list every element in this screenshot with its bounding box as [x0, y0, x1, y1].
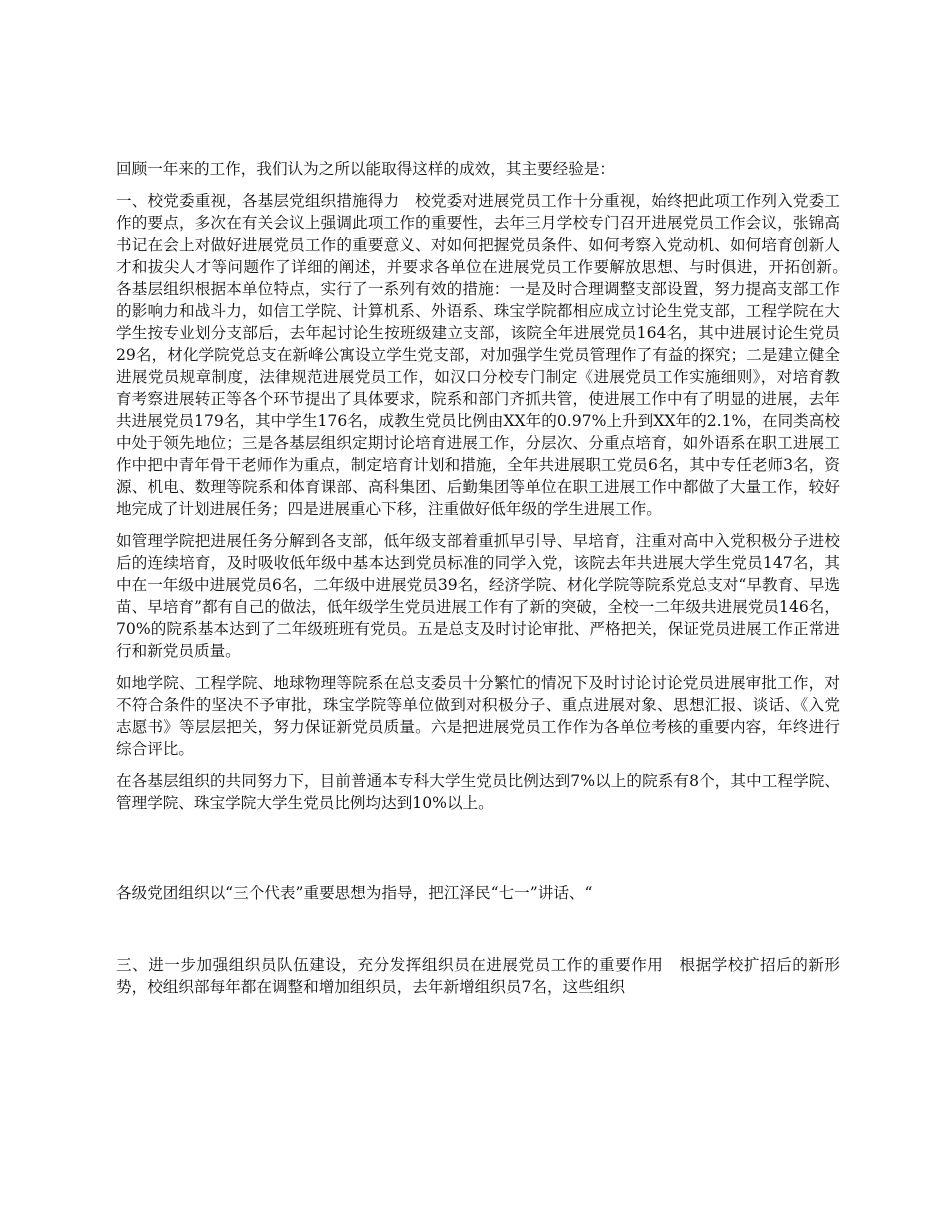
intro-paragraph: 回顾一年来的工作，我们认为之所以能取得这样的成效，其主要经验是： — [116, 160, 616, 178]
management-school-paragraph: 如管理学院把进展任务分解到各支部，低年级支部着重抓早引导、早培育，注重对高中入党积极分子进校后的连续培育，及时吸收低年级中基本达到党员标准的同学入党，该院去年共进展大学生党员147名，其中在一年级中进展党员6名，二年级中进展党员39名，经济学院、材化学院等院系党总支对“早教育、早选苗、早培育”都有自己的做法，低年级学生党员进展工作有了新的突破，全校一二年级共进展党员146名，70%的院系基本达到了二年级班班有党员。五是总支及时讨论审批、严格把关，保证党员进展工作正常进行和新党员质量。 — [116, 532, 840, 660]
document-page — [116, 158, 856, 1008]
spacer — [116, 824, 840, 882]
section-three-paragraph: 三、进一步加强组织员队伍建设，充分发挥组织员在进展党员工作的重要作用 根据学校扩招后的新形势，校组织部每年都在调整和增加组织员，去年新增组织员7名，这些组织 — [116, 956, 840, 996]
fragment-paragraph: 各级党团组织以“三个代表”重要思想为指导，把江泽民“七一”讲话、“ — [116, 884, 593, 902]
spacer — [116, 914, 840, 954]
section-one-paragraph: 一、校党委重视，各基层党组织措施得力 校党委对进展党员工作十分重视，始终把此项工作列入党委工作的要点，多次在有关会议上强调此项工作的重要性，去年三月学校专门召开进展党员工作会议，张锦高书记在会上对做好进展党员工作的重要意义、对如何把握党员条件、如何考察入党动机、如何培育创新人才和拔尖人才等问题作了详细的阐述，并要求各单位在进展党员工作要解放思想、与时俱进，开拓创新。 各基层组织根据本单位特点，实行了一系列有效的措施：一是及时合理调整支部设置，努力提高支部工作的影响力和战斗力，如信工学院、计算机系、外语系、珠宝学院都相应成立讨论生党支部，工程学院在大学生按专业划分支部后，去年起讨论生按班级建立支部，该院全年进展党员164名，其中进展讨论生党员29名，材化学院党总支在新峰公寓设立学生党支部，对加强学生党员管理作了有益的探究；二是建立健全进展党员规章制度，法律规范进展党员工作，如汉口分校专门制定《进展党员工作实施细则》，对培育教育考察进展转正等各个环节提出了具体要求，院系和部门齐抓共管，使进展工作中有了明显的进展，去年共进展党员179名，其中学生176名，成教生党员比例由XX年的0.97%上升到XX年的2.1%，在同类高校中处于领先地位；三是各基层组织定期讨论培育进展工作，分层次、分重点培育，如外语系在职工进展工作中把中青年骨干老师作为重点，制定培育计划和措施，全年共进展职工党员6名，其中专任老师3名，资源、机电、数理等院系和体育课部、高科集团、后勤集团等单位在职工进展工作中都做了大量工作，较好地完成了计划进展任务；四是进展重心下移，注重做好低年级的学生进展工作。 — [116, 192, 856, 518]
geo-school-paragraph: 如地学院、工程学院、地球物理等院系在总支委员十分繁忙的情况下及时讨论讨论党员进展审批工作，对不符合条件的坚决不予审批，珠宝学院等单位做到对积极分子、重点进展对象、思想汇报、谈话、《入党志愿书》等层层把关，努力保证新党员质量。六是把进展党员工作作为各单位考核的重要内容，年终进行综合评比。 — [116, 674, 840, 758]
summary-paragraph: 在各基层组织的共同努力下，目前普通本专科大学生党员比例达到7%以上的院系有8个，其中工程学院、管理学院、珠宝学院大学生党员比例均达到10%以上。 — [116, 772, 840, 812]
